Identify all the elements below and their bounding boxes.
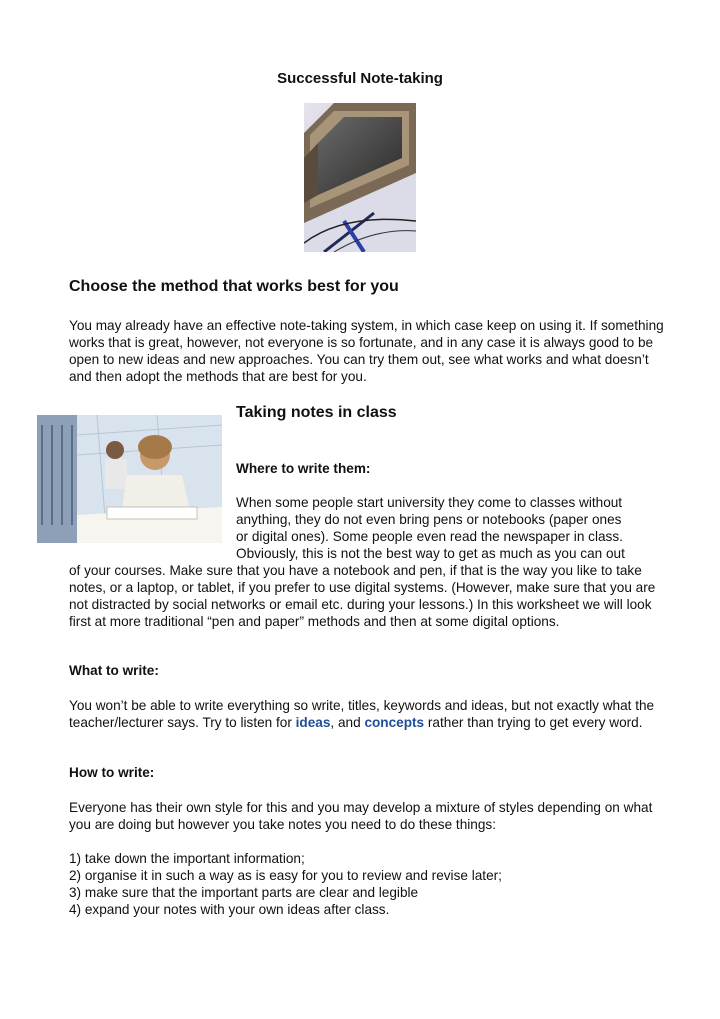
how-paragraph: Everyone has their own style for this and you may develop a mixture of styles depending on what you are doing but however you take notes you need to do these things: [69,800,653,832]
wrap-line: anything, they do not even bring pens or notebooks (paper ones [236,512,622,527]
list-item: 1) take down the important information; [69,851,305,866]
section-heading: Choose the method that works best for you [69,278,399,295]
list-item: 2) organise it in such a way as is easy for you to review and revise later; [69,868,502,883]
intro-paragraph: You may already have an effective note-taking system, in which case keep on using it. If something works that is great, however, not everyone is so fortunate, and in any case it is always good to be open to new ideas and new approaches. You can try them out, see what works and what doesn’t and then adopt the methods that are best for you. [69,318,664,384]
highlight-concepts: concepts [364,715,425,730]
list-item: 3) make sure that the important parts are clear and legible [69,885,419,900]
classroom-photo [37,415,222,543]
laptop-photo [304,103,416,252]
list-item: 4) expand your notes with your own ideas after class. [69,902,390,917]
wrap-line: or digital ones). Some people even read the newspaper in class. [236,529,623,544]
sub-heading: Taking notes in class [236,404,397,421]
page-title: Successful Note-taking [277,70,443,87]
what-paragraph: You won’t be able to write everything so write, titles, keywords and ideas, but not exactly what the teacher/lecturer says. Try to listen for ideas, and concepts rather than trying to get every word. [69,698,655,730]
wrap-line: When some people start university they come to classes without [236,495,623,510]
wrap-line: Obviously, this is not the best way to get as much as you can out [236,546,625,561]
steps-list [69,850,502,918]
highlight-ideas: ideas [295,715,331,730]
what-heading: What to write: [69,663,159,678]
how-heading: How to write: [69,765,155,780]
where-continuation: of your courses. Make sure that you have a notebook and pen, if that is the way you like to take notes, or a laptop, or tablet, if you prefer to use digital systems. (However, make sure that you are not distracted by social networks or email etc. during your lessons.) In this worksheet we will look first at more traditional “pen and paper” methods and then at some digital options. [69,563,656,629]
where-heading: Where to write them: [236,461,371,476]
